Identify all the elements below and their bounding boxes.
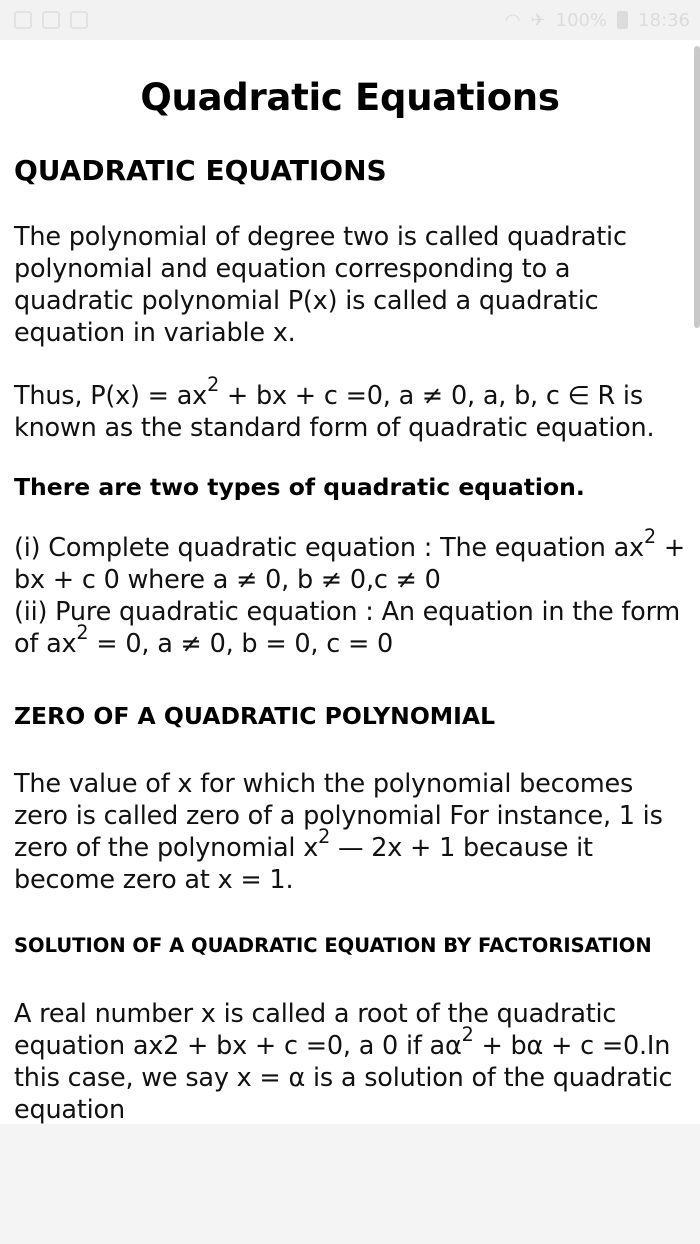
superscript: 2: [461, 1022, 474, 1046]
paragraph-type-complete: [14, 524, 686, 596]
battery-icon: [617, 11, 628, 29]
zero-text-a: The value of x for which the polynomial becomes zero is called zero of a polynomial For instance, 1 is zero of the polynomial x: [14, 769, 663, 863]
section-heading-factorisation: SOLUTION OF A QUADRATIC EQUATION BY FACTORISATION: [14, 934, 652, 957]
root-text-a: A real number x is called a root of the quadratic equation ax2 + bx + c =0, a 0 if aα: [14, 999, 617, 1061]
wifi-icon: ◠: [504, 9, 521, 31]
root-text-b: + bα + c =0.In this case, we say x = α is a solution of the quadratic equation: [14, 1031, 673, 1124]
zero-text-b: — 2x + 1 because it become zero at x = 1.: [14, 833, 593, 895]
paragraph-type-pure: [14, 596, 686, 660]
paragraph-zero-definition: [14, 768, 686, 896]
battery-percent: 100%: [555, 9, 608, 31]
superscript: 2: [318, 824, 331, 848]
type1-text-b: + bx + c 0 where a ≠ 0, b ≠ 0,c ≠ 0: [14, 533, 685, 595]
gallery-icon: [14, 11, 32, 29]
notification-icon: [42, 11, 60, 29]
page-title: Quadratic Equations: [140, 76, 560, 119]
scrollbar[interactable]: [694, 46, 700, 328]
types-heading: There are two types of quadratic equation.: [14, 473, 585, 501]
paragraph-definition: The polynomial of degree two is called quadratic polynomial and equation corresponding to a quadratic polynomial P(x) is called a quadratic equation in variable x.: [14, 222, 627, 348]
superscript: 2: [76, 620, 89, 644]
airplane-mode-icon: ✈: [530, 9, 546, 31]
type1-text-a: (i) Complete quadratic equation : The equation ax: [14, 533, 644, 563]
type2-text-a: (ii) Pure quadratic equation : An equation in the form of ax: [14, 597, 681, 659]
status-left: [14, 11, 88, 29]
section-heading-quadratic-equations: QUADRATIC EQUATIONS: [14, 154, 387, 187]
superscript: 2: [207, 372, 220, 396]
standard-form-text-a: Thus, P(x) = ax: [14, 381, 208, 411]
app-icon: [70, 11, 88, 29]
paragraph-root-definition: [14, 998, 686, 1124]
article-body: [0, 154, 700, 1124]
content-panel[interactable]: [0, 40, 700, 1124]
status-right: [505, 10, 690, 31]
standard-form-text-b: + bx + c =0, a ≠ 0, a, b, c ∈ R is known as the standard form of quadratic equation.: [14, 381, 655, 443]
superscript: 2: [643, 524, 656, 548]
section-heading-zero-of-polynomial: ZERO OF A QUADRATIC POLYNOMIAL: [14, 702, 496, 730]
type2-text-b: = 0, a ≠ 0, b = 0, c = 0: [88, 629, 394, 659]
clock: 18:36: [638, 9, 690, 31]
paragraph-standard-form: [14, 372, 686, 444]
status-bar: [0, 0, 700, 40]
